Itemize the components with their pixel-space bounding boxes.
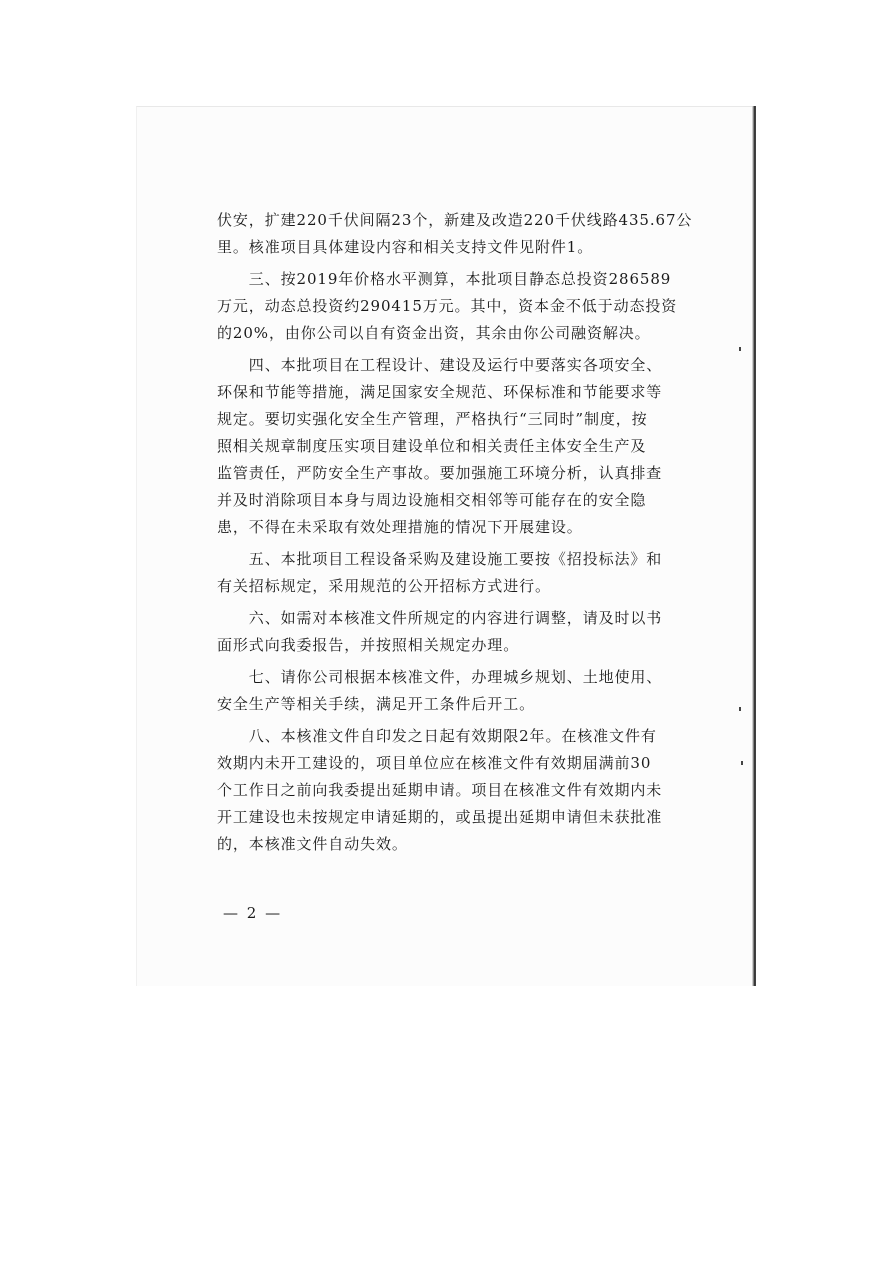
- text-line: 环保和节能等措施，满足国家安全规范、环保标准和节能要求等: [217, 383, 663, 401]
- text-line: 安全生产等相关手续，满足开工条件后开工。: [217, 695, 536, 713]
- paragraph-4: [217, 546, 683, 600]
- paragraph-1: [217, 207, 693, 261]
- paragraph-6: [217, 664, 683, 718]
- text-line: 患，不得在未采取有效处理措施的情况下开展建设。: [217, 518, 583, 536]
- paragraph-3: [217, 352, 683, 541]
- text-line: 开工建设也未按规定申请延期的，或虽提出延期申请但未获批准: [217, 808, 663, 826]
- text-line: 伏安，扩建220千伏间隔23个，新建及改造220千伏线路435.67公: [217, 211, 693, 229]
- paragraph-2: [217, 266, 683, 347]
- scan-speck: [739, 707, 741, 711]
- text-line: 监管责任，严防安全生产事故。要加强施工环境分析，认真排查: [217, 464, 663, 482]
- paragraph-7: [217, 723, 683, 858]
- text-line: 效期内未开工建设的，项目单位应在核准文件有效期届满前30: [217, 754, 652, 772]
- paragraph-5: [217, 605, 683, 659]
- text-line: 的，本核准文件自动失效。: [217, 835, 408, 853]
- text-line: 六、如需对本核准文件所规定的内容进行调整，请及时以书: [217, 609, 663, 627]
- text-line: 规定。要切实强化安全生产管理，严格执行“三同时”制度，按: [217, 410, 648, 428]
- text-line: 照相关规章制度压实项目建设单位和相关责任主体安全生产及: [217, 437, 647, 455]
- text-line: 面形式向我委报告，并按照相关规定办理。: [217, 636, 520, 654]
- scan-speck: [741, 761, 743, 765]
- text-line: 有关招标规定，采用规范的公开招标方式进行。: [217, 577, 551, 595]
- text-line: 四、本批项目在工程设计、建设及运行中要落实各项安全、: [217, 356, 663, 374]
- text-line: 里。核准项目具体建设内容和相关支持文件见附件1。: [217, 238, 594, 256]
- text-line: 并及时消除项目本身与周边设施相交相邻等可能存在的安全隐: [217, 491, 647, 509]
- scanned-page: [136, 106, 756, 986]
- text-line: 个工作日之前向我委提出延期申请。项目在核准文件有效期内未: [217, 781, 663, 799]
- page-number: — 2 —: [223, 904, 283, 922]
- text-line: 万元，动态总投资约290415万元。其中，资本金不低于动态投资: [217, 297, 678, 315]
- text-line: 五、本批项目工程设备采购及建设施工要按《招投标法》和: [217, 550, 663, 568]
- scan-edge-shadow: [752, 106, 756, 986]
- text-line: 七、请你公司根据本核准文件，办理城乡规划、土地使用、: [217, 668, 663, 686]
- text-line: 三、按2019年价格水平测算，本批项目静态总投资286589: [217, 270, 672, 288]
- document-body: [217, 207, 693, 858]
- text-line: 八、本核准文件自印发之日起有效期限2年。在核准文件有: [217, 727, 657, 745]
- text-line: 的20%，由你公司以自有资金出资，其余由你公司融资解决。: [217, 324, 651, 342]
- scan-speck: [739, 347, 741, 351]
